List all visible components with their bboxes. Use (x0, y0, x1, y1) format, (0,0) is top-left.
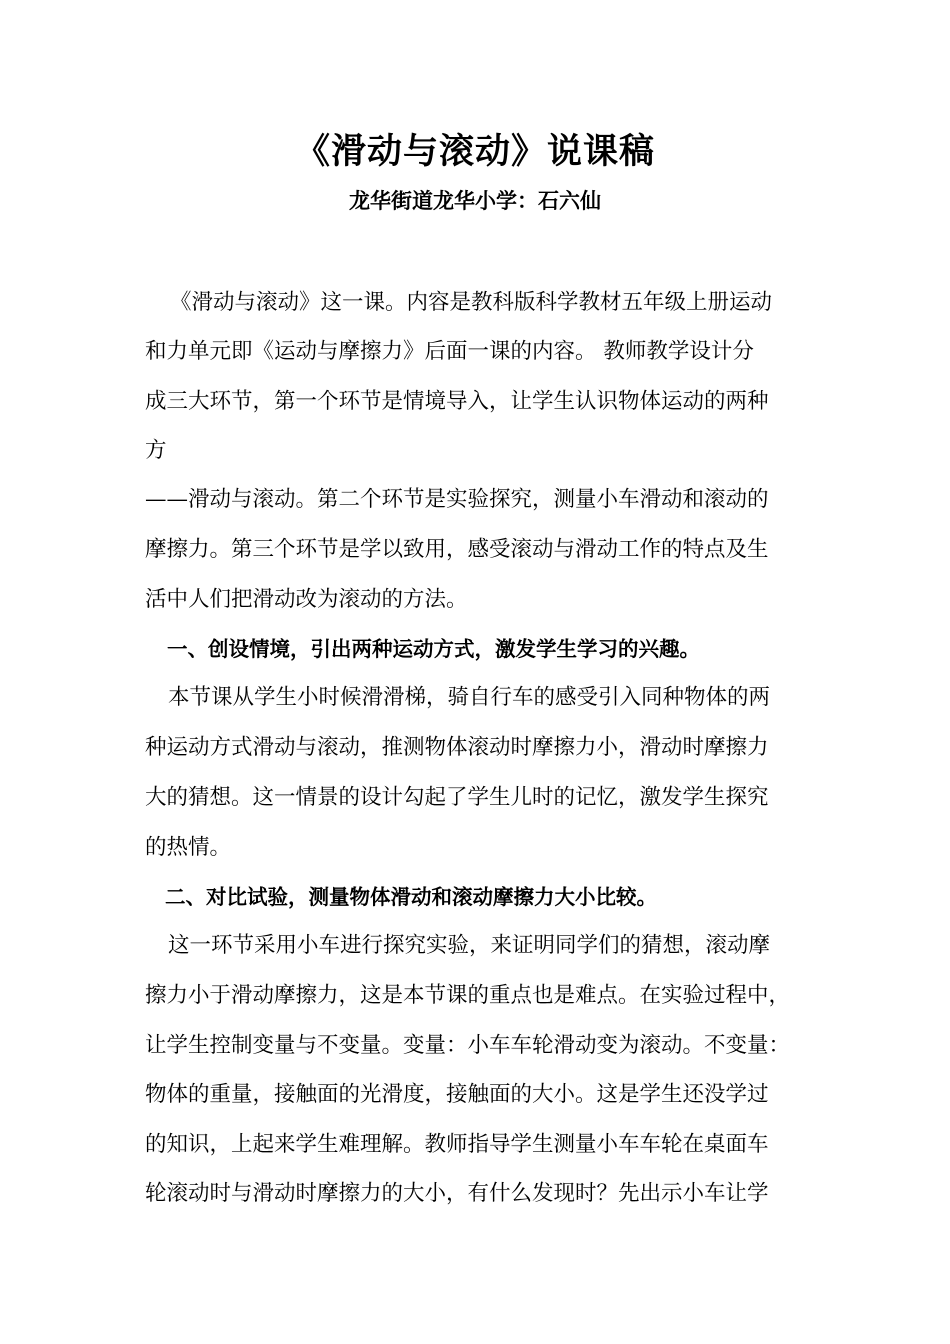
paragraph-line: 的知识，上起来学生难理解。教师指导学生测量小车车轮在桌面车 (145, 1132, 769, 1157)
paragraph-line: 和力单元即《运动与摩擦力》后面一课的内容。 教师教学设计分 (145, 339, 754, 364)
paragraph-line: 物体的重量，接触面的光滑度，接触面的大小。这是学生还没学过 (145, 1082, 769, 1107)
document-title: 《滑动与滚动》说课稿 (294, 131, 655, 172)
paragraph-line: 让学生控制变量与不变量。变量：小车车轮滑动变为滚动。不变量： (145, 1033, 791, 1058)
paragraph-line: 本节课从学生小时候滑滑梯，骑自行车的感受引入同种物体的两 (168, 685, 771, 710)
paragraph-line: 摩擦力。第三个环节是学以致用，感受滚动与滑动工作的特点及生 (145, 537, 769, 562)
section-heading-1: 一、创设情境，引出两种运动方式，激发学生学习的兴趣。 (167, 637, 700, 661)
paragraph-line: 成三大环节，第一个环节是情境导入，让学生认识物体运动的两种 (145, 389, 769, 414)
paragraph-line: 轮滚动时与滑动时摩擦力的大小，有什么发现时？先出示小车让学 (145, 1181, 769, 1206)
paragraph-line: 方 (145, 438, 167, 463)
paragraph-line: 擦力小于滑动摩擦力，这是本节课的重点也是难点。在实验过程中， (145, 983, 791, 1008)
section-heading-2: 二、对比试验，测量物体滑动和滚动摩擦力大小比较。 (165, 885, 657, 909)
paragraph-line: 《滑动与滚动》这一课。内容是教科版科学教材五年级上册运动 (170, 290, 773, 315)
paragraph-line: 这一环节采用小车进行探究实验，来证明同学们的猜想，滚动摩 (168, 933, 771, 958)
paragraph-line: 活中人们把滑动改为滚动的方法。 (145, 587, 468, 612)
paragraph-line: 种运动方式滑动与滚动，推测物体滚动时摩擦力小，滑动时摩擦力 (145, 735, 769, 760)
paragraph-line: ——滑动与滚动。第二个环节是实验探究，测量小车滑动和滚动的 (145, 487, 769, 512)
document-author-line: 龙华街道龙华小学：石六仙 (349, 188, 601, 213)
paragraph-line: 的热情。 (145, 835, 232, 860)
paragraph-line: 大的猜想。这一情景的设计勾起了学生儿时的记忆，激发学生探究 (145, 785, 769, 810)
